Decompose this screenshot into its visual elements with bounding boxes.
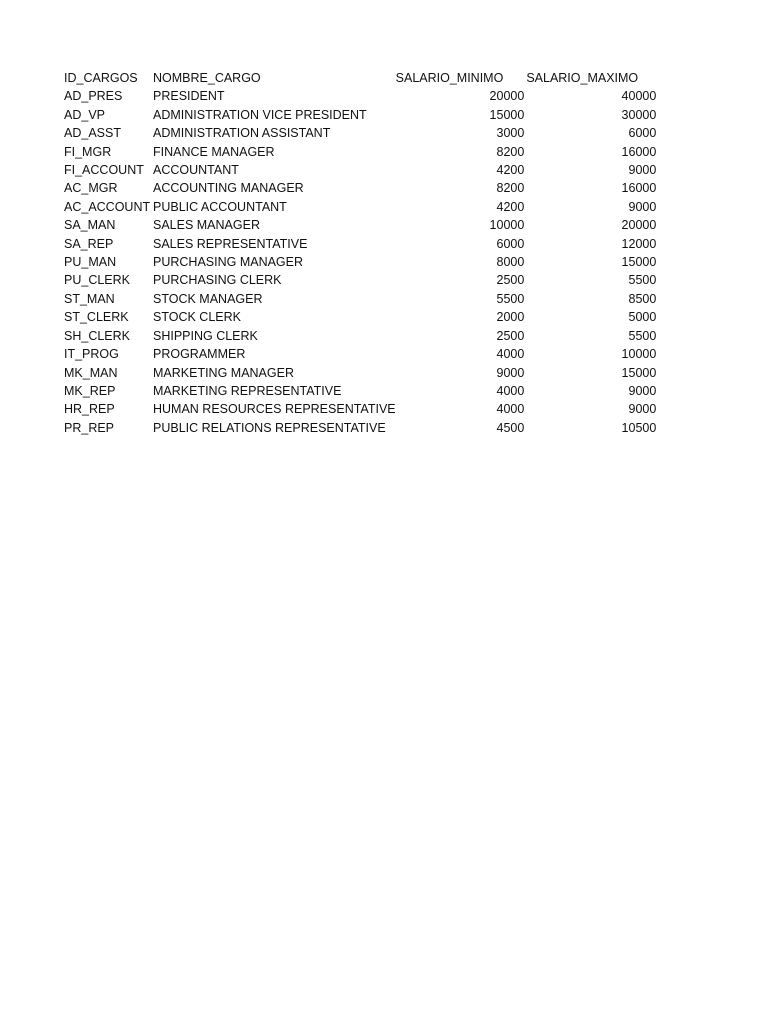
jobs-table	[64, 69, 656, 437]
cell-salario-minimo: 10000	[489, 218, 525, 233]
cell-salario-minimo: 4000	[496, 402, 525, 417]
header-id-cargos: ID_CARGOS	[64, 71, 138, 85]
cell-salario-maximo: 9000	[628, 383, 657, 398]
cell-salario-minimo: 4000	[496, 347, 525, 362]
cell-salario-maximo: 5000	[628, 310, 657, 325]
table-row	[64, 271, 656, 289]
cell-id-cargo: PU_CLERK	[64, 273, 130, 288]
cell-salario-maximo: 10500	[621, 420, 657, 435]
cell-id-cargo: AD_ASST	[64, 126, 121, 141]
cell-id-cargo: SH_CLERK	[64, 328, 130, 343]
cell-nombre-cargo: PRESIDENT	[153, 89, 225, 104]
table-row	[64, 253, 656, 271]
table-row	[64, 382, 656, 400]
table-row	[64, 419, 656, 437]
cell-nombre-cargo: PURCHASING CLERK	[153, 273, 282, 288]
cell-salario-maximo: 20000	[621, 218, 657, 233]
cell-salario-minimo: 4000	[496, 383, 525, 398]
table-row	[64, 308, 656, 326]
cell-id-cargo: AC_MGR	[64, 181, 118, 196]
cell-id-cargo: PR_REP	[64, 420, 115, 435]
cell-salario-minimo: 8000	[496, 255, 525, 270]
header-nombre-cargo: NOMBRE_CARGO	[153, 71, 261, 85]
cell-nombre-cargo: MARKETING MANAGER	[153, 365, 294, 380]
table-row	[64, 327, 656, 345]
cell-nombre-cargo: MARKETING REPRESENTATIVE	[153, 383, 342, 398]
cell-salario-maximo: 10000	[621, 347, 657, 362]
table-header-row	[64, 69, 656, 87]
table-row	[64, 364, 656, 382]
cell-salario-maximo: 9000	[628, 199, 657, 214]
cell-id-cargo: AD_VP	[64, 107, 105, 122]
cell-salario-minimo: 6000	[496, 236, 525, 251]
cell-salario-maximo: 5500	[628, 328, 657, 343]
cell-salario-minimo: 5500	[496, 291, 525, 306]
cell-salario-minimo: 4200	[496, 163, 525, 178]
cell-id-cargo: SA_MAN	[64, 218, 116, 233]
cell-nombre-cargo: SALES MANAGER	[153, 218, 260, 233]
table-row	[64, 106, 656, 124]
cell-salario-minimo: 15000	[489, 107, 525, 122]
cell-salario-minimo: 4200	[496, 199, 525, 214]
cell-nombre-cargo: PROGRAMMER	[153, 347, 246, 362]
cell-salario-maximo: 9000	[628, 163, 657, 178]
cell-salario-minimo: 4500	[496, 420, 525, 435]
header-salario-minimo: SALARIO_MINIMO	[395, 71, 504, 85]
cell-id-cargo: ST_CLERK	[64, 310, 129, 325]
cell-nombre-cargo: HUMAN RESOURCES REPRESENTATIVE	[153, 402, 396, 417]
cell-salario-maximo: 15000	[621, 365, 657, 380]
cell-nombre-cargo: FINANCE MANAGER	[153, 144, 275, 159]
cell-nombre-cargo: STOCK MANAGER	[153, 291, 263, 306]
cell-salario-minimo: 3000	[496, 126, 525, 141]
cell-salario-maximo: 16000	[621, 181, 657, 196]
cell-salario-maximo: 40000	[621, 89, 657, 104]
cell-salario-maximo: 12000	[621, 236, 657, 251]
table-row	[64, 290, 656, 308]
cell-nombre-cargo: ACCOUNTING MANAGER	[153, 181, 304, 196]
table-row	[64, 161, 656, 179]
cell-id-cargo: IT_PROG	[64, 347, 119, 362]
table-row	[64, 198, 656, 216]
table-row	[64, 216, 656, 234]
cell-salario-minimo: 9000	[496, 365, 525, 380]
cell-salario-minimo: 2000	[496, 310, 525, 325]
cell-nombre-cargo: ADMINISTRATION VICE PRESIDENT	[153, 107, 367, 122]
cell-salario-maximo: 16000	[621, 144, 657, 159]
cell-nombre-cargo: SALES REPRESENTATIVE	[153, 236, 308, 251]
cell-id-cargo: HR_REP	[64, 402, 115, 417]
cell-nombre-cargo: PURCHASING MANAGER	[153, 255, 304, 270]
jobs-table-body	[64, 69, 656, 437]
cell-id-cargo: ST_MAN	[64, 291, 115, 306]
cell-nombre-cargo: ACCOUNTANT	[153, 163, 239, 178]
table-row	[64, 124, 656, 142]
cell-salario-maximo: 8500	[628, 291, 657, 306]
cell-id-cargo: FI_MGR	[64, 144, 112, 159]
table-row	[64, 179, 656, 197]
cell-salario-maximo: 9000	[628, 402, 657, 417]
cell-salario-maximo: 6000	[628, 126, 657, 141]
cell-nombre-cargo: SHIPPING CLERK	[153, 328, 258, 343]
cell-id-cargo: MK_REP	[64, 383, 116, 398]
cell-salario-minimo: 8200	[496, 181, 525, 196]
cell-nombre-cargo: PUBLIC RELATIONS REPRESENTATIVE	[153, 420, 386, 435]
table-row	[64, 143, 656, 161]
table-row	[64, 400, 656, 418]
cell-salario-minimo: 2500	[496, 273, 525, 288]
table-row	[64, 87, 656, 105]
cell-salario-maximo: 30000	[621, 107, 657, 122]
cell-salario-minimo: 2500	[496, 328, 525, 343]
table-row	[64, 235, 656, 253]
cell-nombre-cargo: PUBLIC ACCOUNTANT	[153, 199, 287, 214]
cell-id-cargo: AC_ACCOUNT	[64, 199, 151, 214]
cell-id-cargo: FI_ACCOUNT	[64, 163, 144, 178]
header-salario-maximo: SALARIO_MAXIMO	[526, 71, 639, 85]
cell-id-cargo: MK_MAN	[64, 365, 118, 380]
cell-salario-maximo: 5500	[628, 273, 657, 288]
cell-nombre-cargo: ADMINISTRATION ASSISTANT	[153, 126, 331, 141]
cell-id-cargo: PU_MAN	[64, 255, 117, 270]
table-row	[64, 345, 656, 363]
cell-salario-maximo: 15000	[621, 255, 657, 270]
cell-salario-minimo: 20000	[489, 89, 525, 104]
cell-id-cargo: SA_REP	[64, 236, 114, 251]
cell-nombre-cargo: STOCK CLERK	[153, 310, 241, 325]
cell-salario-minimo: 8200	[496, 144, 525, 159]
cell-id-cargo: AD_PRES	[64, 89, 123, 104]
